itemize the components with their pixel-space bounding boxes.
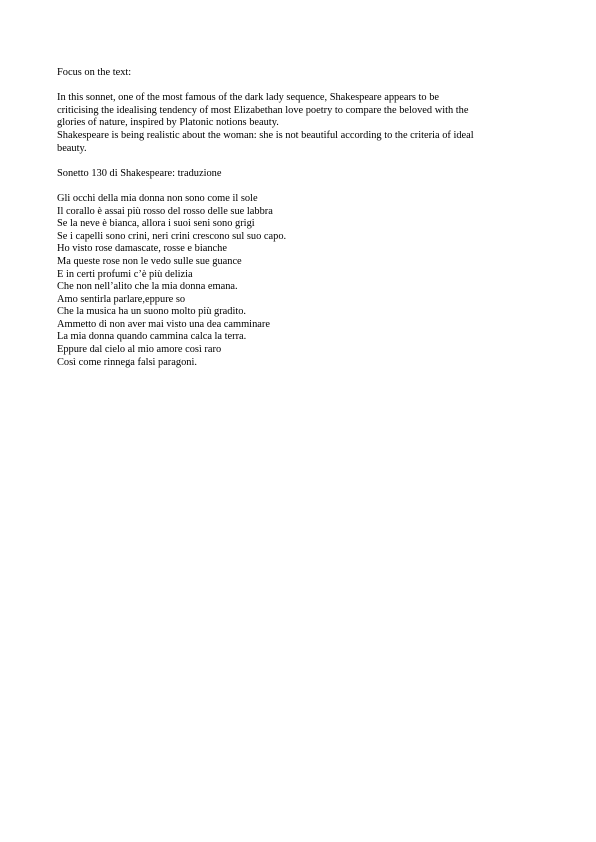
sonnet-line: Il corallo è assai più rosso del rosso delle sue labbra	[57, 205, 273, 217]
sonnet-line: Amo sentirla parlare,eppure so	[57, 293, 186, 305]
intro-line: Shakespeare is being realistic about the woman: she is not beautiful according to the criteria of ideal	[57, 129, 474, 141]
intro-paragraph	[57, 92, 547, 155]
sonnet-title	[57, 168, 547, 181]
sonnet-text	[57, 193, 547, 369]
sonnet-line: Ammetto di non aver mai visto una dea camminare	[57, 318, 270, 330]
sonnet-line: Ho visto rose damascate, rosse e bianche	[57, 243, 227, 255]
sonnet-line: Ma queste rose non le vedo sulle sue guance	[57, 255, 242, 267]
sonnet-line: Che la musica ha un suono molto più gradito.	[57, 306, 247, 318]
sonnet-line: Eppure dal cielo al mio amore così raro	[57, 344, 222, 356]
intro-line: beauty.	[57, 142, 87, 154]
sonnet-title-text: Sonetto 130 di Shakespeare: traduzione	[57, 167, 222, 179]
sonnet-line: La mia donna quando cammina calca la terra.	[57, 331, 247, 343]
document-page	[57, 67, 547, 382]
intro-line: criticising the idealising tendency of most Elizabethan love poetry to compare the beloved with the	[57, 104, 469, 116]
sonnet-line: Se la neve è bianca, allora i suoi seni sono grigi	[57, 218, 255, 230]
sonnet-line: E in certi profumi c’è più delizia	[57, 268, 193, 280]
focus-heading	[57, 67, 547, 80]
sonnet-line: Gli occhi della mia donna non sono come il sole	[57, 192, 258, 204]
sonnet-line: Così come rinnega falsi paragoni.	[57, 356, 197, 368]
sonnet-line: Che non nell’alito che la mia donna emana.	[57, 281, 238, 293]
intro-line: glories of nature, inspired by Platonic notions beauty.	[57, 117, 279, 129]
intro-line: In this sonnet, one of the most famous of the dark lady sequence, Shakespeare appears to be	[57, 92, 440, 104]
sonnet-line: Se i capelli sono crini, neri crini crescono sul suo capo.	[57, 230, 287, 242]
focus-heading-text: Focus on the text:	[57, 67, 132, 78]
